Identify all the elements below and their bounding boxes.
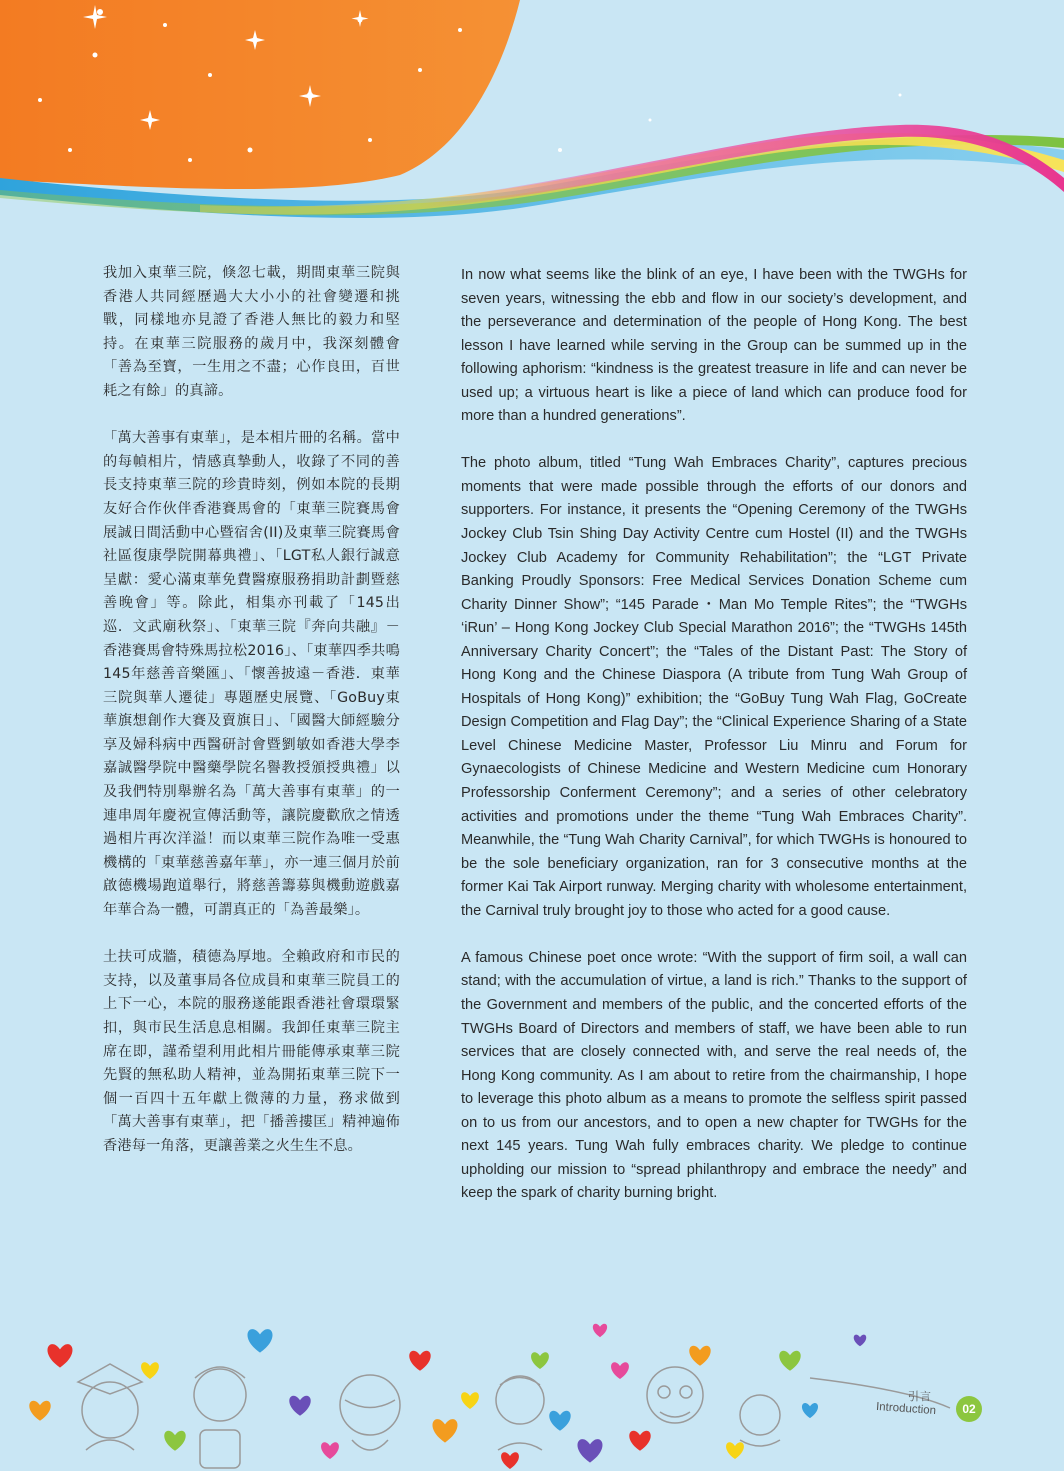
heart-icon [779, 1351, 800, 1371]
heart-icon [247, 1329, 272, 1352]
heart-icon [461, 1392, 479, 1409]
section-label-chinese: 引言 [908, 1390, 932, 1403]
heart-icon [689, 1346, 710, 1366]
chinese-paragraph-1: 我加入東華三院，倏忽七載，期間東華三院與香港人共同經歷過大大小小的社會變遷和挑戰，同樣地亦見證了香港人無比的毅力和堅持。在東華三院服務的歲月中，我深刻體會「善為至寶，一生用之不盡；心作良田，百世耗之有餘」的真諦。 [103, 265, 400, 399]
heart-icon [726, 1442, 744, 1459]
heart-icon [164, 1431, 185, 1451]
heart-icon [47, 1344, 72, 1367]
heart-icon [549, 1411, 570, 1431]
chinese-paragraph-2: 「萬大善事有東華」，是本相片冊的名稱。當中的每幀相片，情感真摯動人，收錄了不同的善長支持東華三院的珍貴時刻，例如本院的長期友好合作伙伴香港賽馬會的「東華三院賽馬會展誠日間活動中心暨宿舍(II)及東華三院賽馬會社區復康學院開幕典禮」、「LGT私人銀行誠意呈獻：愛心滿東華免費醫療服務捐助計劃暨慈善晚會」等。除此，相集亦刊載了「145出巡．文武廟秋祭」、「東華三院『奔向共融』－香港賽馬會特殊馬拉松2016」、「東華四季共鳴145年慈善音樂匯」、「懷善披遠－香港．東華三院與華人遷徒」專題歷史展覽、「GoBuy東華旗想創作大賽及賣旗日」、「國醫大師經驗分享及婦科病中西醫研討會暨劉敏如香港大學李嘉誠醫學院中醫藥學院名譽教授頒授典禮」以及我們特別舉辦名為「萬大善事有東華」的一連串周年慶祝宣傳活動等，讓院慶歡欣之情透過相片再次洋溢！而以東華三院作為唯一受惠機構的「東華慈善嘉年華」，亦一連三個月於前啟德機場跑道舉行，將慈善籌募與機動遊戲嘉年華合為一體，可謂真正的「為善最樂」。 [103, 430, 400, 919]
heart-icon [141, 1362, 159, 1379]
heart-icon [531, 1352, 549, 1369]
page-number-badge: 02 [956, 1396, 982, 1422]
heart-icon [321, 1442, 339, 1459]
english-text-column [461, 264, 967, 1206]
chinese-text-column [103, 262, 400, 1159]
heart-icon [593, 1324, 607, 1337]
header-decoration [0, 0, 1064, 230]
heart-icon [29, 1401, 50, 1421]
heart-icon [577, 1439, 602, 1462]
chinese-paragraph-3: 土扶可成牆，積德為厚地。全賴政府和市民的支持，以及董事局各位成員和東華三院員工的上下一心，本院的服務遂能跟香港社會環環緊扣，與市民生活息息相關。我卸任東華三院主席在即，謹希望利用此相片冊能傳承東華三院先賢的無私助人精神，並為開拓東華三院下一個一百四十五年獻上微薄的力量，務求做到「萬大善事有東華」，把「播善摟匡」精神遍佈香港每一角落，更讓善業之火生生不息。 [103, 949, 400, 1154]
heart-icon [611, 1362, 629, 1379]
heart-icon [409, 1351, 430, 1371]
english-paragraph-3: A famous Chinese poet once wrote: “With the support of firm soil, a wall can stand; with the accumulation of virtue, a land is rich.” Thanks to the support of the Government and members of the public, and the concerted efforts of the TWGHs Board of Directors and members of staff, we have been able to run services that are closely connected with, and serve the real needs of, the Hong Kong community. As I am about to retire from the chairmanship, I hope to leverage this photo album as a means to promote the selfless spirit passed on to us from our ancestors, and to open a new chapter for TWGHs for the next 145 years. Tung Wah fully embraces charity. We pledge to continue upholding our mission to “spread philanthropy and embrace the needy” and keep the spark of charity burning bright. [461, 949, 967, 1202]
section-label-english: Introduction [875, 1400, 937, 1418]
heart-icon [854, 1335, 867, 1347]
english-paragraph-2: The photo album, titled “Tung Wah Embraces Charity”, captures precious moments that were made possible through the efforts of our donors and supporters. For instance, it presents the “Opening Ceremony of the TWGHs Jockey Club Tsin Shing Day Activity Centre cum Hostel (II) and the TWGHs Jockey Club Academy for Community Rehabilitation”; the “LGT Private Banking Proudly Sponsors: Free Medical Services Donation Scheme cum Charity Dinner Show”; “145 Parade・Man Mo Temple Rites”; the “TWGHs ‘iRun’ – Hong Kong Jockey Club Special Marathon 2016”; the “TWGHs 145th Anniversary Charity Concert”; the “Tales of the Distant Past: The Story of Hong Kong and the Chinese Diaspora (A tribute from Tung Wah Group of Hospitals of Hong Kong)” exhibition; the “GoBuy Tung Wah Flag, GoCreate Design Competition and Flag Day”; the “Clinical Experience Sharing of a State Level Chinese Medicine Master, Professor Liu Minru and Forum for Gynaecologists of Chinese Medicine and Western Medicine cum Honorary Professorship Conferment Ceremony”; and a series of other celebratory activities and promotions under the theme “Tung Wah Embraces Charity”. Meanwhile, the “Tung Wah Charity Carnival”, for which TWGHs is honoured to be the sole beneficiary organization, ran for 3 consecutive months at the former Kai Tak Airport runway. Merging charity with wholesome entertainment, the Carnival truly brought joy to those who acted for a good cause. [461, 455, 967, 919]
page-folio [810, 1378, 990, 1428]
heart-icon [501, 1452, 519, 1469]
heart-icon [289, 1396, 310, 1416]
english-paragraph-1: In now what seems like the blink of an eye, I have been with the TWGHs for seven years, witnessing the ebb and flow in our society’s development, and the perseverance and determination of the people of Hong Kong. The best lesson I have learned while serving in the Group can be summed up in the following aphorism: “kindness is the greatest treasure in life and can never be used up; a virtuous heart is like a piece of land which can produce food for more than a hundred generations”. [461, 267, 967, 425]
heart-icon [432, 1419, 457, 1442]
footer-hearts [29, 1324, 866, 1469]
heart-icon [629, 1431, 650, 1451]
